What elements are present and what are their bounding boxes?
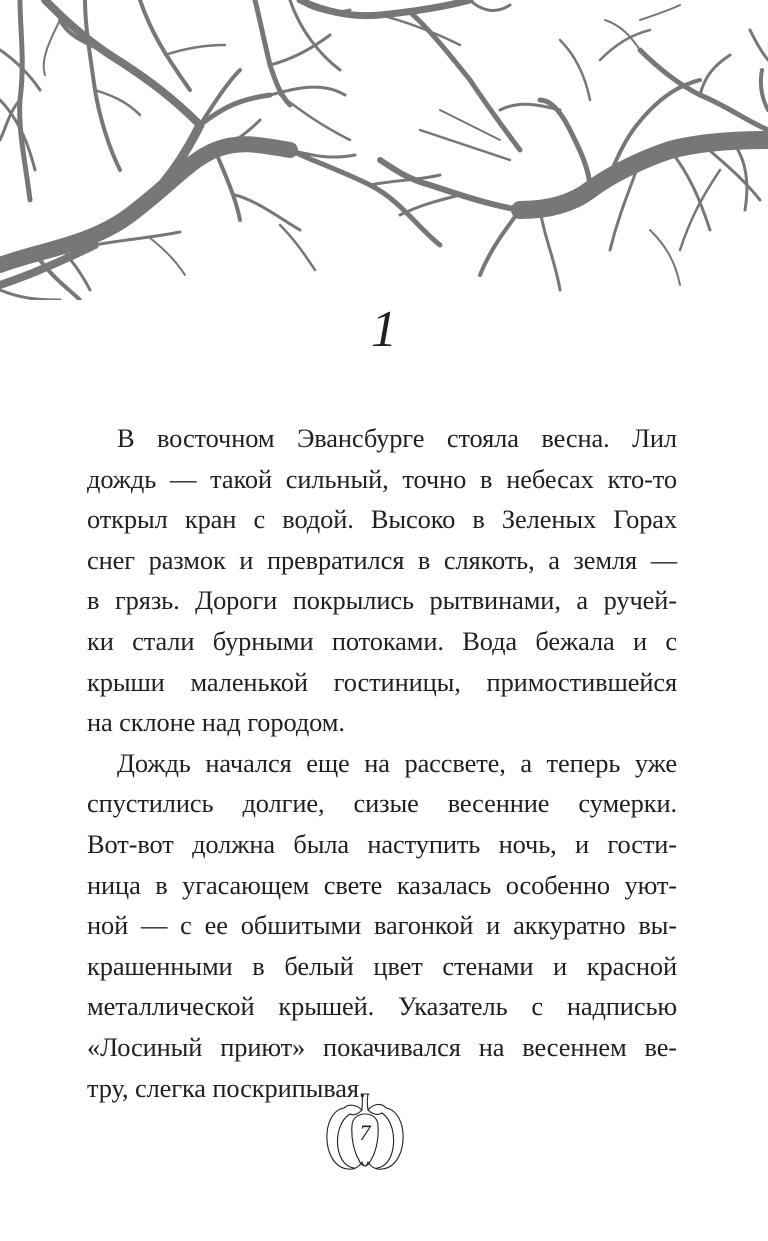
paragraph-2 <box>87 743 677 1108</box>
text-line: «Лосиный приют» покачивался на весеннем ве- <box>87 1031 677 1062</box>
page-number-ornament <box>324 1090 406 1175</box>
text-line: снег размок и превратился в слякоть, а земля — <box>87 544 677 575</box>
text-line: В восточном Эвансбурге стояла весна. Лил <box>117 423 677 453</box>
text-line: крашенными в белый цвет стенами и красной <box>87 950 677 981</box>
page-number: 7 <box>359 1120 371 1145</box>
text-line: ной — с ее обшитыми вагонкой и аккуратно вы- <box>87 910 677 941</box>
text-line: спустились долгие, сизые весенние сумерки. <box>87 788 677 819</box>
text-line: в грязь. Дороги покрылись рытвинами, а ручей- <box>87 585 677 616</box>
text-line: крыши маленькой гостиницы, примостившейся <box>87 666 677 697</box>
text-line: на склоне над городом. <box>87 707 345 738</box>
tree-branches-illustration <box>0 0 768 300</box>
chapter-number: 1 <box>371 301 397 358</box>
paragraph-1 <box>87 418 677 743</box>
text-line: ница в угасающем свете казалась особенно уют- <box>87 869 677 900</box>
text-line: Дождь начался еще на рассвете, а теперь уже <box>117 747 677 778</box>
body-text <box>87 418 677 1108</box>
text-line: открыл кран с водой. Высоко в Зеленых Горах <box>87 504 677 535</box>
text-line: металлической крышей. Указатель с надписью <box>87 991 677 1022</box>
text-line: ки стали бурными потоками. Вода бежала и с <box>87 625 677 656</box>
text-line: дождь — такой сильный, точно в небесах кто-то <box>87 463 677 494</box>
text-line: Вот-вот должна была наступить ночь, и гости- <box>87 828 677 859</box>
text-line: тру, слегка поскрипывая. <box>87 1072 366 1103</box>
